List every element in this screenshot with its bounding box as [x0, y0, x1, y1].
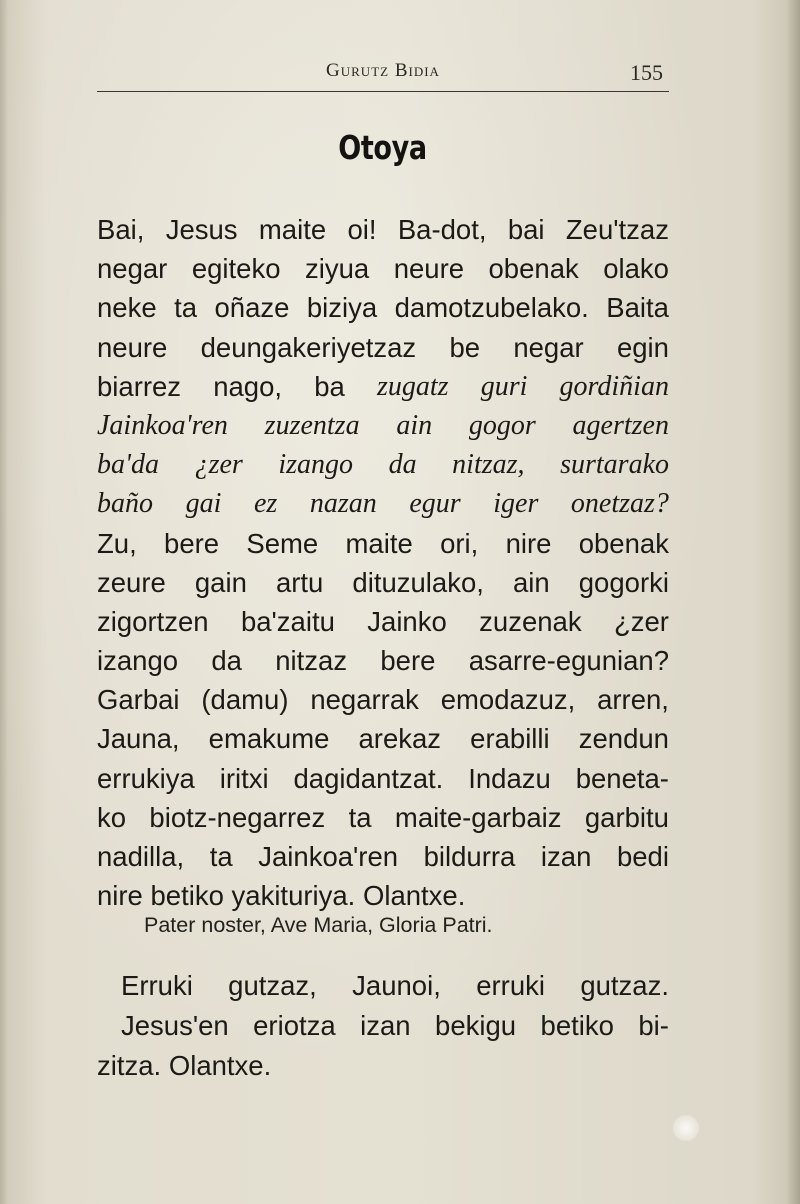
word: agertzen: [572, 409, 669, 441]
word: ta: [348, 801, 372, 833]
word: neure: [393, 253, 465, 285]
word: da: [388, 449, 417, 481]
word: Indazu: [468, 762, 551, 794]
word: zuzentza: [264, 409, 360, 441]
word: oi!: [347, 214, 377, 245]
prayer-body: [97, 210, 669, 915]
word: bai: [507, 214, 545, 245]
text-line: [97, 719, 669, 758]
word: surtarako: [560, 449, 669, 481]
word: ba: [314, 370, 345, 402]
page-header: [97, 58, 669, 92]
word: zuzenak: [479, 605, 582, 637]
word: ¿zer: [613, 605, 669, 637]
word: egiteko: [191, 253, 281, 285]
word: gogor: [468, 409, 536, 441]
word: ain: [512, 566, 550, 598]
word: gogorki: [578, 566, 669, 598]
section-heading: Otoya: [338, 128, 427, 167]
text-line: [97, 406, 669, 445]
word: ain: [396, 409, 433, 441]
word: dagidantzat.: [293, 762, 444, 794]
word: ko: [97, 801, 127, 833]
word: Jesus: [165, 214, 238, 245]
word: bekigu: [435, 1010, 517, 1041]
word: gain: [194, 566, 247, 598]
word: izango: [278, 449, 354, 481]
word: emodazuz,: [440, 684, 576, 716]
word: negar: [513, 331, 584, 363]
word: zugatz: [376, 370, 449, 402]
word: izango: [97, 645, 179, 677]
word: ¿zer: [194, 449, 243, 481]
text-line: [97, 876, 669, 915]
text-line: [97, 328, 669, 367]
word: ta: [209, 841, 233, 872]
text-line: [97, 837, 669, 876]
word: artu: [275, 566, 324, 598]
word: Ba-dot,: [397, 214, 487, 245]
text-line: [121, 966, 669, 1006]
text-line: [97, 288, 669, 327]
word: Zeu'tzaz: [565, 214, 669, 245]
word: bedi: [616, 841, 669, 872]
word: bere: [380, 645, 436, 677]
word: erabilli: [470, 723, 550, 755]
word: betiko: [540, 1010, 614, 1041]
word: erruki: [476, 970, 545, 1001]
word: ori,: [440, 527, 479, 559]
word: Jesus'en: [121, 1010, 229, 1041]
word: onetzaz?: [570, 488, 669, 520]
word: Seme: [246, 527, 319, 559]
text-line: [97, 563, 669, 602]
word: gordiñian: [559, 370, 669, 402]
word: zendun: [578, 723, 669, 755]
word: obenak: [578, 527, 669, 559]
word: Bai,: [97, 214, 145, 245]
word: ba'da: [97, 449, 159, 481]
text-segment: nire betiko yakituriya. Olantxe.: [97, 880, 466, 912]
word: nadilla,: [97, 841, 185, 872]
text-line: [97, 249, 669, 288]
word: maite: [258, 214, 327, 245]
word: izan: [540, 841, 592, 872]
word: izan: [360, 1010, 411, 1041]
word: arren,: [597, 684, 669, 716]
word: obenak: [488, 253, 579, 285]
word: bildurra: [423, 841, 516, 872]
word: nitzaz: [275, 645, 348, 677]
word: iger: [493, 488, 539, 520]
word: neure: [97, 331, 168, 363]
prayer-line: Pater noster, Ave Maria, Gloria Patri.: [144, 913, 493, 937]
text-segment: zitza. Olantxe.: [97, 1050, 272, 1081]
page-number: 155: [630, 60, 663, 85]
text-line: [97, 524, 669, 563]
word: gutzaz.: [580, 970, 669, 1001]
word: deungakeriyetzaz: [200, 331, 417, 363]
word: iritxi: [219, 762, 269, 794]
text-line: [97, 759, 669, 798]
text-line: [97, 641, 669, 680]
word: bi-: [638, 1010, 669, 1041]
word: olako: [603, 253, 669, 285]
closing-text: [97, 966, 669, 1086]
running-title: Gurutz Bidia: [326, 60, 440, 81]
word: beneta-: [575, 762, 669, 794]
word: Jainkoa'ren: [97, 409, 228, 441]
word: nitzaz,: [452, 449, 525, 481]
word: Jaunoi,: [352, 970, 441, 1001]
word: egin: [616, 331, 669, 363]
word: nago,: [213, 370, 283, 402]
word: ba'zaitu: [240, 605, 335, 637]
text-line: [97, 367, 669, 406]
word: zigortzen: [97, 605, 209, 637]
word: nazan: [309, 488, 377, 520]
header-rule: [97, 91, 669, 92]
word: Erruki: [121, 970, 193, 1001]
word: ziyua: [305, 253, 370, 285]
text-line: [121, 1006, 669, 1046]
text-line: [97, 210, 669, 249]
word: nire: [505, 527, 552, 559]
word: Zu,: [97, 527, 137, 559]
word: Jainkoa'ren: [258, 841, 399, 872]
word: biarrez: [97, 370, 182, 402]
word: be: [449, 331, 481, 363]
text-line: [97, 484, 669, 523]
word: damotzubelako.: [394, 292, 589, 324]
word: gai: [185, 488, 222, 520]
word: biziya: [306, 292, 378, 324]
text-line: [97, 680, 669, 719]
page-edge-shadow: [786, 0, 800, 1204]
word: Baita: [606, 292, 669, 324]
text-line: [97, 1046, 669, 1086]
text-line: [97, 445, 669, 484]
word: gutzaz,: [228, 970, 317, 1001]
word: Jainko: [367, 605, 447, 637]
word: negarrak: [310, 684, 419, 716]
word: eriotza: [253, 1010, 336, 1041]
word: asarre-egunian?: [468, 645, 669, 677]
word: garbitu: [584, 801, 669, 833]
text-line: [97, 798, 669, 837]
word: zeure: [97, 566, 166, 598]
word: (damu): [201, 684, 289, 716]
text-line: [97, 602, 669, 641]
word: baño: [97, 488, 153, 520]
word: arekaz: [358, 723, 442, 755]
word: neke: [97, 292, 157, 324]
word: egur: [409, 488, 461, 520]
word: oñaze: [214, 292, 290, 324]
word: biotz-negarrez: [149, 801, 326, 833]
word: dituzulako,: [352, 566, 484, 598]
word: guri: [480, 370, 528, 402]
word: ez: [253, 488, 278, 520]
word: negar: [97, 253, 168, 285]
word: emakume: [208, 723, 330, 755]
word: da: [211, 645, 242, 677]
word: maite: [345, 527, 413, 559]
word: maite-garbaiz: [394, 801, 562, 833]
word: Jauna,: [97, 723, 180, 755]
word: errukiya: [97, 762, 195, 794]
word: Garbai: [97, 684, 180, 716]
paper-smudge: [673, 1115, 699, 1141]
word: ta: [174, 292, 198, 324]
word: bere: [164, 527, 220, 559]
